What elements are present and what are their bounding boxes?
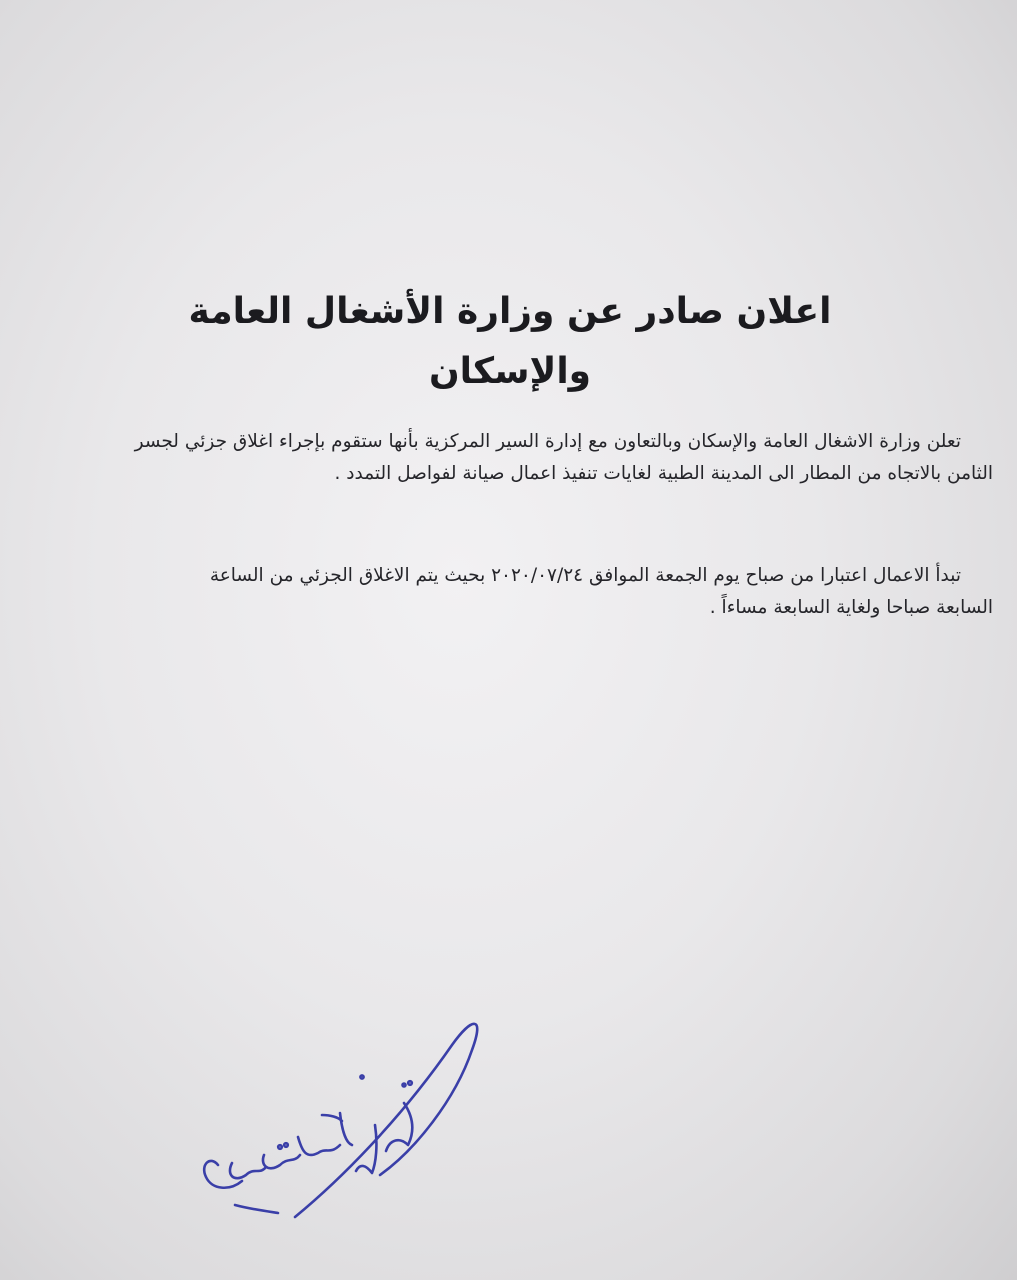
handwritten-signature bbox=[190, 1005, 490, 1235]
announcement-paragraph-1 bbox=[3, 426, 993, 490]
announcement-paragraph-2 bbox=[3, 560, 993, 624]
paragraph-1-line-1: تعلن وزارة الاشغال العامة والإسكان وبالتعاون مع إدارة السير المركزية بأنها ستقوم بإجراء اغلاق جزئي لجسر bbox=[134, 431, 961, 452]
announcement-title: اعلان صادر عن وزارة الأشغال العامة والإسكان bbox=[188, 291, 832, 392]
paragraph-1-line-2: الثامن بالاتجاه من المطار الى المدينة الطبية لغايات تنفيذ اعمال صيانة لفواصل التمدد . bbox=[334, 463, 993, 484]
paragraph-2-line-1: تبدأ الاعمال اعتبارا من صباح يوم الجمعة الموافق ٢٠٢٠/٠٧/٢٤ بحيث يتم الاغلاق الجزئي من الساعة bbox=[209, 565, 961, 586]
paragraph-2-line-2: السابعة صباحا ولغاية السابعة مساءاً . bbox=[709, 597, 993, 618]
